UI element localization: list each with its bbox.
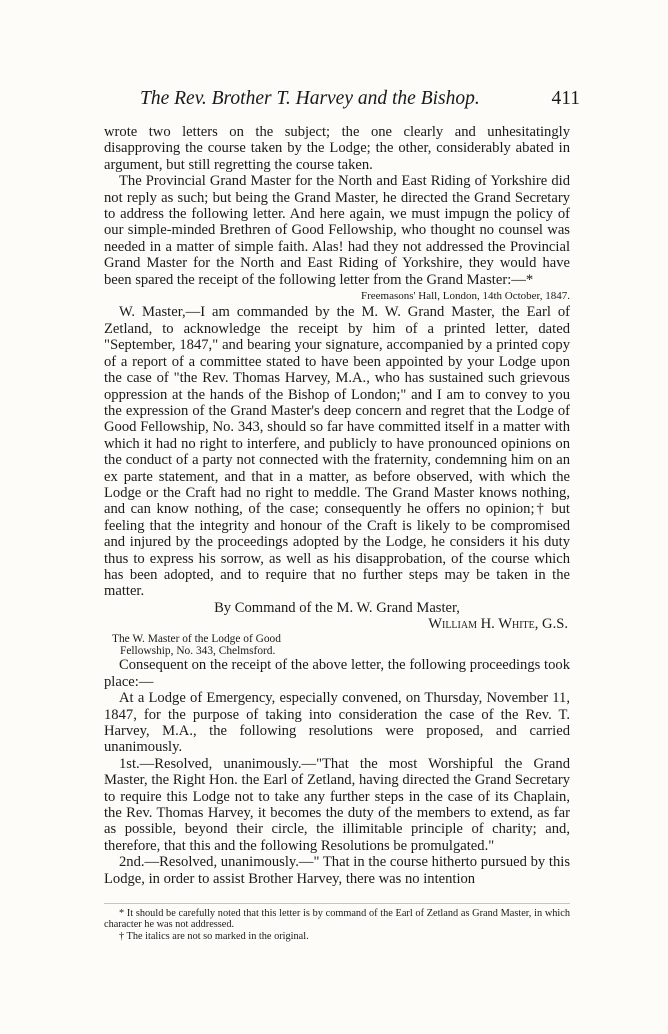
footnotes xyxy=(104,908,570,942)
footnote-1: * It should be carefully noted that this letter is by command of the Earl of Zetland as Grand Master, in which character he was not addressed. xyxy=(104,908,570,931)
footnote-rule xyxy=(104,903,570,904)
letter-body: W. Master,—I am commanded by the M. W. Grand Master, the Earl of Zetland, to acknowledge the receipt by him of a printed letter, dated "September, 1847," and bearing your signature, accompanied by a printed copy of a report of a committee stated to have been appointed by your Lodge upon the case of "the Rev. Thomas Harvey, M.A., who has sustained such grievous oppression at the hands of the Bishop of London;" and I am to convey to you the expression of the Grand Master's deep concern and regret that the Lodge of Good Fellowship, No. 343, should so far have committed itself in a matter with which it had no right to interfere, and publicly to have pronounced opinions on the conduct of a party not connected with the fraternity, condemning him on an ex parte statement, and that in a matter, as before observed, with which the Lodge or the Craft had no right to meddle. The Grand Master knows nothing, and can know nothing, of the case; consequently he offers no opinion;† but feeling that the integrity and honour of the Craft is likely to be compromised and injured by the proceedings adopted by the Lodge, he considers it his duty thus to express his sorrow, as well as his disapprobation, of the course which has been adopted, and to require that no further steps may be taken in the matter. xyxy=(104,304,570,600)
paragraph-resolution-2: 2nd.—Resolved, unanimously.—" That in the course hitherto pursued by this Lodge, in order to assist Brother Harvey, there was no intention xyxy=(104,854,570,887)
body-text xyxy=(104,124,570,887)
paragraph-1: wrote two letters on the subject; the one clearly and unhesitatingly disapproving the course taken by the Lodge; the other, considerably abated in argument, but still regretting the course taken. xyxy=(104,124,570,173)
paragraph-2: The Provincial Grand Master for the North and East Riding of Yorkshire did not reply as such; but being the Grand Master, he directed the Grand Secretary to address the following letter. And here again, we must impugn the policy of our simple-minded Brethren of Good Fellowship, who thought no counsel was needed in a matter of simple faith. Alas! had they not addressed the Provincial Grand Master for the North and East Riding of Yorkshire, they would have been spared the receipt of the following letter from the Grand Master:—* xyxy=(104,173,570,288)
letter-command: By Command of the M. W. Grand Master, xyxy=(214,599,460,616)
letter-dateline: Freemasons' Hall, London, 14th October, 1847. xyxy=(361,290,570,303)
letter-addressee xyxy=(104,633,570,658)
footnote-2: † The italics are not so marked in the original. xyxy=(119,930,309,942)
letter-signature: William H. White, G.S. xyxy=(428,616,568,633)
letter-addressee-line-2: Fellowship, No. 343, Chelmsford. xyxy=(120,645,276,657)
paragraph-resolution-1: 1st.—Resolved, unanimously.—"That the most Worshipful the Grand Master, the Right Hon. the Earl of Zetland, having directed the Grand Secretary to require this Lodge not to take any further steps in the case of its Chaplain, the Rev. Thomas Harvey, it becomes the duty of the members to extend, as far as possible, beyond their circle, the illimitable principle of charity; and, therefore, that this and the following Resolutions be promulgated." xyxy=(104,755,570,854)
paragraph-3: Consequent on the receipt of the above letter, the following proceedings took place:— xyxy=(104,657,570,690)
running-title: The Rev. Brother T. Harvey and the Bishop. xyxy=(140,88,480,109)
letter-addressee-line-1: The W. Master of the Lodge of Good xyxy=(112,632,281,645)
page-number: 411 xyxy=(551,88,580,109)
running-header xyxy=(140,88,580,110)
paragraph-4: At a Lodge of Emergency, especially convened, on Thursday, November 11, 1847, for the purpose of taking into consideration the case of the Rev. T. Harvey, M.A., the following resolutions were proposed, and carried unanimously. xyxy=(104,690,570,756)
